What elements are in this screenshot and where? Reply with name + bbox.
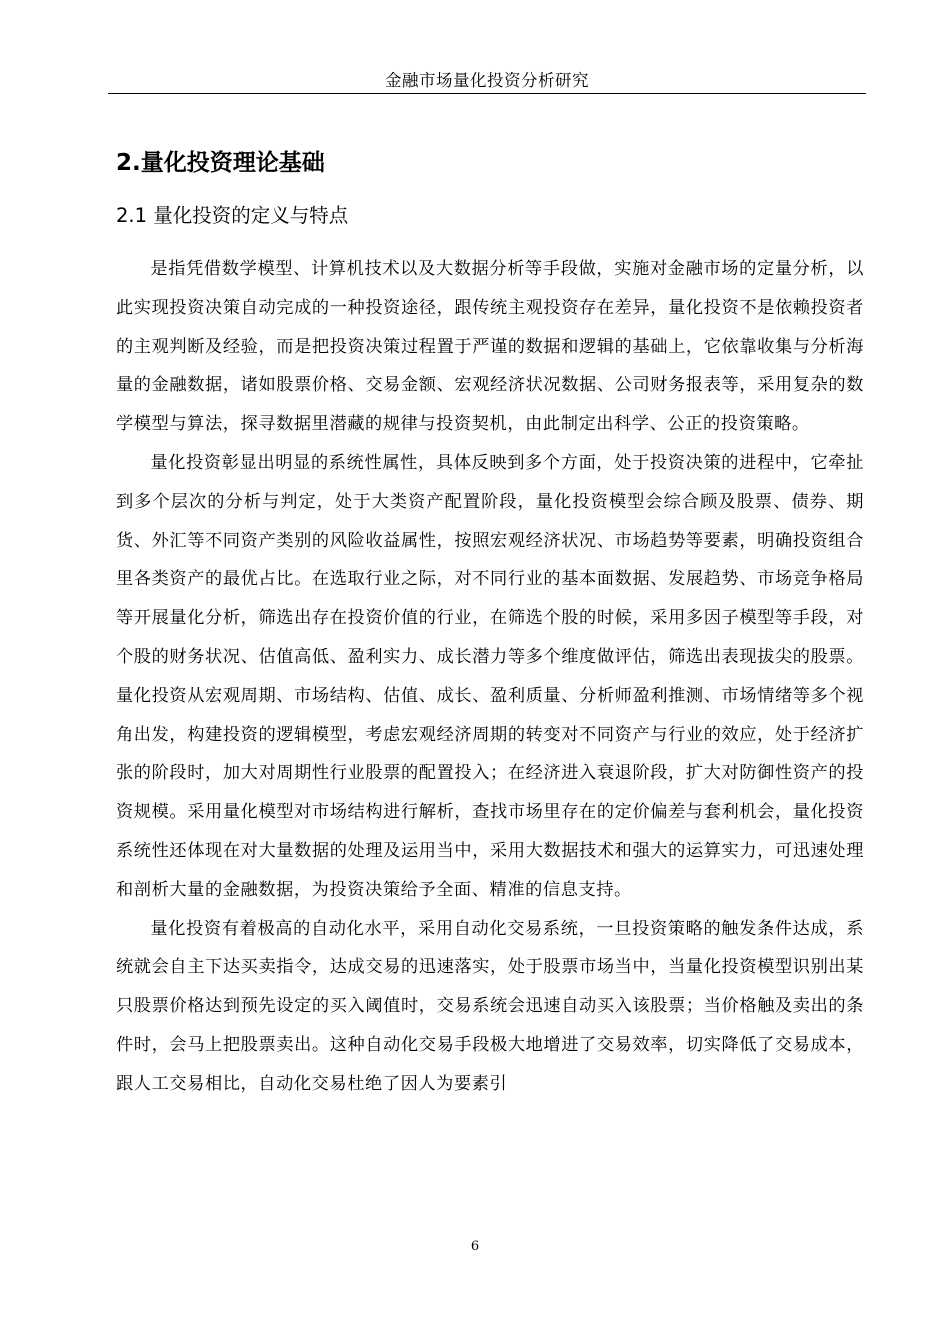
page-number: 6 [470, 1239, 480, 1254]
section-title: 2.1 量化投资的定义与特点 [116, 204, 349, 227]
header-rule [108, 93, 866, 94]
paragraph-automation: 量化投资有着极高的自动化水平，采用自动化交易系统，一旦投资策略的触发条件达成，系统就会自主下达买卖指令，达成交易的迅速落实，处于股票市场当中，当量化投资模型识别出某只股票价格达到预先设定的买入阈值时，交易系统会迅速自动买入该股票；当价格触及卖出的条件时，会马上把股票卖出。这种自动化交易手段极大地增进了交易效率，切实降低了交易成本，跟人工交易相比，自动化交易杜绝了因人为要素引 [116, 918, 864, 1094]
paragraph-systematic: 量化投资彰显出明显的系统性属性，具体反映到多个方面，处于投资决策的进程中，它牵扯到多个层次的分析与判定，处于大类资产配置阶段，量化投资模型会综合顾及股票、债券、期货、外汇等不同资产类别的风险收益属性，按照宏观经济状况、市场趋势等要素，明确投资组合里各类资产的最优占比。在选取行业之际，对不同行业的基本面数据、发展趋势、市场竞争格局等开展量化分析，筛选出存在投资价值的行业，在筛选个股的时候，采用多因子模型等手段，对个股的财务状况、估值高低、盈利实力、成长潜力等多个维度做评估，筛选出表现拔尖的股票。量化投资从宏观周期、市场结构、估值、成长、盈利质量、分析师盈利推测、市场情绪等多个视角出发，构建投资的逻辑模型，考虑宏观经济周期的转变对不同资产与行业的效应，处于经济扩张的阶段时，加大对周期性行业股票的配置投入；在经济进入衰退阶段，扩大对防御性资产的投资规模。采用量化模型对市场结构进行解析，查找市场里存在的定价偏差与套利机会，量化投资系统性还体现在对大量数据的处理及运用当中，采用大数据技术和强大的运算实力，可迅速处理和剖析大量的金融数据，为投资决策给予全面、精准的信息支持。 [116, 452, 864, 900]
paragraph-definition: 是指凭借数学模型、计算机技术以及大数据分析等手段做，实施对金融市场的定量分析，以此实现投资决策自动完成的一种投资途径，跟传统主观投资存在差异，量化投资不是依赖投资者的主观判断及经验，而是把投资决策过程置于严谨的数据和逻辑的基础上，它依靠收集与分析海量的金融数据，诸如股票价格、交易金额、宏观经济状况数据、公司财务报表等，采用复杂的数学模型与算法，探寻数据里潜藏的规律与投资契机，由此制定出科学、公正的投资策略。 [116, 259, 864, 435]
chapter-title: 2.量化投资理论基础 [116, 150, 325, 176]
running-header: 金融市场量化投资分析研究 [385, 71, 589, 90]
body-text [116, 250, 864, 1104]
